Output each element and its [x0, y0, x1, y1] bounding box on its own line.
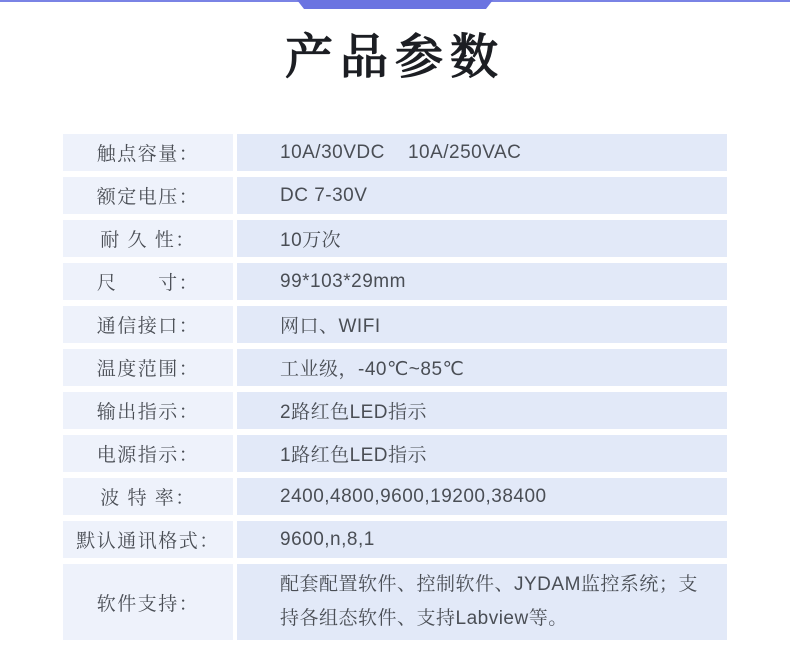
spec-value: 配套配置软件、控制软件、JYDAM监控系统；支持各组态软件、支持Labview等。 [237, 564, 727, 640]
spec-value: 网口、WIFI [237, 306, 727, 343]
spec-label: 耐 久 性： [63, 220, 233, 257]
spec-label: 电源指示： [63, 435, 233, 472]
spec-label: 软件支持： [63, 564, 233, 640]
spec-value: 1路红色LED指示 [237, 435, 727, 472]
spec-label: 输出指示： [63, 392, 233, 429]
table-row [63, 349, 727, 386]
spec-label: 通信接口： [63, 306, 233, 343]
table-row [63, 435, 727, 472]
spec-label: 尺 寸： [63, 263, 233, 300]
header-accent-bar [297, 0, 493, 9]
table-row [63, 478, 727, 515]
table-row [63, 220, 727, 257]
table-row [63, 263, 727, 300]
spec-label: 触点容量： [63, 134, 233, 171]
spec-label: 温度范围： [63, 349, 233, 386]
table-row [63, 306, 727, 343]
spec-value: 9600,n,8,1 [237, 521, 727, 558]
table-row [63, 134, 727, 171]
table-row [63, 392, 727, 429]
table-row [63, 564, 727, 640]
spec-label: 波 特 率： [63, 478, 233, 515]
page-title: 产品参数 [284, 31, 505, 84]
spec-label: 默认通讯格式： [63, 521, 233, 558]
spec-value: DC 7-30V [237, 177, 727, 214]
spec-value: 99*103*29mm [237, 263, 727, 300]
table-row [63, 177, 727, 214]
table-row [63, 521, 727, 558]
product-spec-table [63, 134, 727, 640]
spec-value: 10万次 [237, 220, 727, 257]
spec-value: 2路红色LED指示 [237, 392, 727, 429]
spec-value: 10A/30VDC 10A/250VAC [237, 134, 727, 171]
spec-value: 工业级，-40℃~85℃ [237, 349, 727, 386]
spec-label: 额定电压： [63, 177, 233, 214]
spec-value: 2400,4800,9600,19200,38400 [237, 478, 727, 515]
